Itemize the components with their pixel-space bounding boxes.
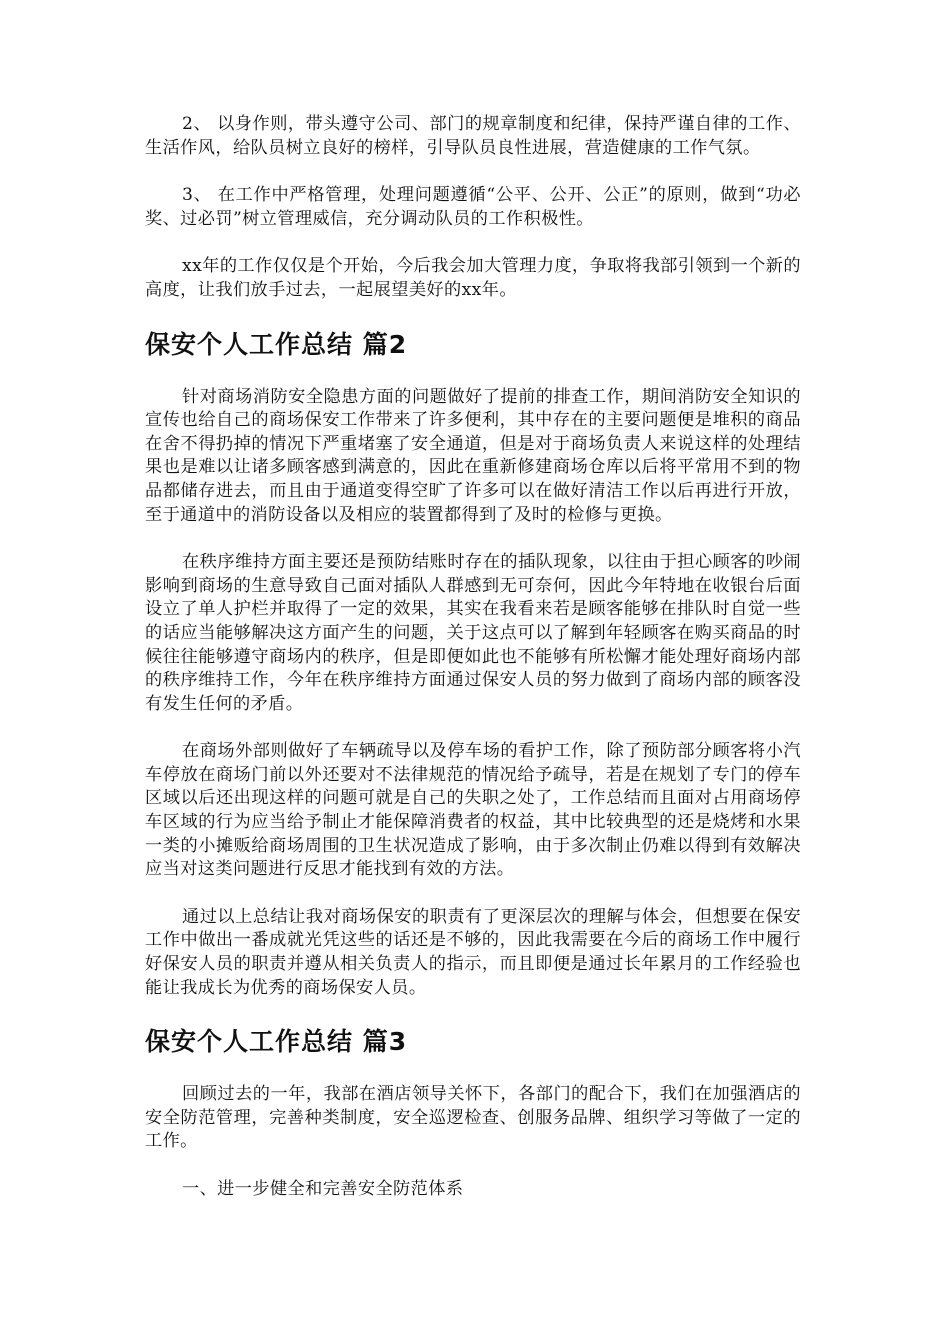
paragraph-closing: xx年的工作仅仅是个开始，今后我会加大管理力度，争取将我部引领到一个新的高度，让我们放手过去，一起展望美好的xx年。 <box>145 256 801 300</box>
section2-paragraph-order: 在秩序维持方面主要还是预防结账时存在的插队现象，以往由于担心顾客的吵闹影响到商场的生意导致自己面对插队人群感到无可奈何，因此今年特地在收银台后面设立了单人护栏并取得了一定的效果，其实在我看来若是顾客能够在排队时自觉一些的话应当能够解决这方面产生的问题，关于这点可以了解到年轻顾客在购买商品的时候往往能够遵守商场内的秩序，但是即便如此也不能够有所松懈才能处理好商场内部的秩序维持工作，今年在秩序维持方面通过保安人员的努力做到了商场内部的顾客没有发生任何的矛盾。 <box>145 552 801 714</box>
section3-paragraph-review: 回顾过去的一年，我部在酒店领导关怀下，各部门的配合下，我们在加强酒店的安全防范管理，完善种类制度，安全巡逻检查、创服务品牌、组织学习等做了一定的工作。 <box>145 1084 801 1152</box>
section2-paragraph-parking: 在商场外部则做好了车辆疏导以及停车场的看护工作，除了预防部分顾客将小汽车停放在商场门前以外还要对不法律规范的情况给予疏导，若是在规划了专门的停车区域以后还出现这样的问题可就是自己的失职之处了，工作总结而且面对占用商场停车区域的行为应当给予制止才能保障消费者的权益，其中比较典型的还是烧烤和水果一类的小摊贩给商场周围的卫生状况造成了影响，由于多次制止仍难以得到有效解决应当对这类问题进行反思才能找到有效的方法。 <box>145 741 801 880</box>
section2-paragraph-summary: 通过以上总结让我对商场保安的职责有了更深层次的理解与体会，但想要在保安工作中做出一番成就光凭这些的话还是不够的，因此我需要在今后的商场工作中履行好保安人员的职责并遵从相关负责人的指示，而且即便是通过长年累月的工作经验也能让我成长为优秀的商场保安人员。 <box>145 906 801 998</box>
section2-paragraph-fire-safety: 针对商场消防安全隐患方面的问题做好了提前的排查工作，期间消防安全知识的宣传也给自己的商场保安工作带来了许多便利，其中存在的主要问题便是堆积的商品在舍不得扔掉的情况下严重堵塞了安全通道，但是对于商场负责人来说这样的处理结果也是难以让诸多顾客感到满意的，因此在重新修建商场仓库以后将平常用不到的物品都储存进去，而且由于通道变得空旷了许多可以在做好清洁工作以后再进行开放，至于通道中的消防设备以及相应的装置都得到了及时的检修与更换。 <box>145 386 801 525</box>
paragraph-rule-3: 3、 在工作中严格管理，处理问题遵循“公平、公开、公正”的原则，做到“功必奖、过必罚”树立管理威信，充分调动队员的工作积极性。 <box>145 185 801 229</box>
document-page <box>145 113 801 1226</box>
section-heading-2: 保安个人工作总结 篇2 <box>145 329 408 359</box>
paragraph-rule-2: 2、 以身作则，带头遵守公司、部门的规章制度和纪律，保持严谨自律的工作、生活作风，给队员树立良好的榜样，引导队员良性进展，营造健康的工作气氛。 <box>145 114 801 158</box>
section3-subheading-1: 一、进一步健全和完善安全防范体系 <box>182 1179 464 1199</box>
section-heading-3: 保安个人工作总结 篇3 <box>145 1027 408 1057</box>
